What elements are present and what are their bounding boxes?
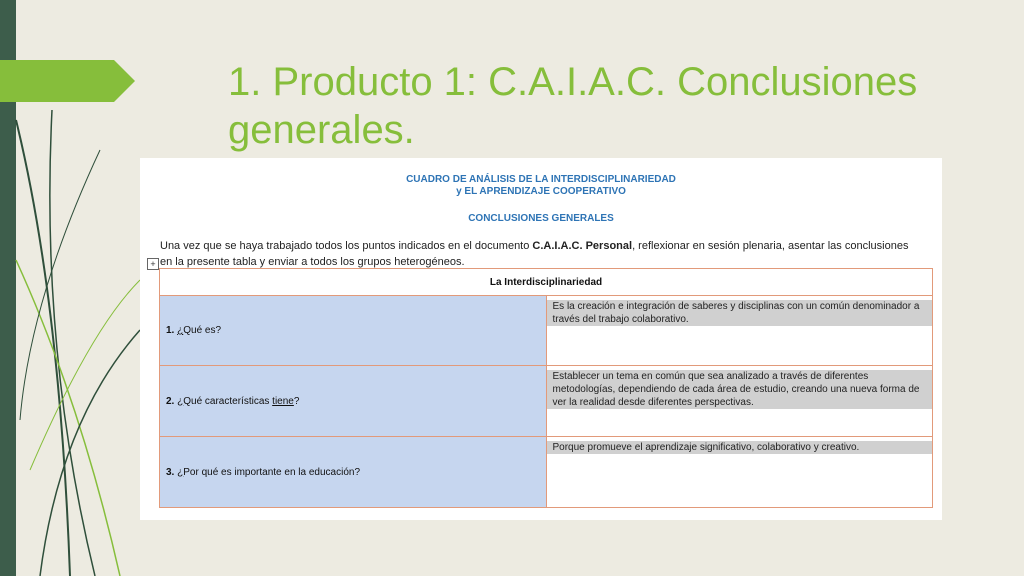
- doc-header-line1: CUADRO DE ANÁLISIS DE LA INTERDISCIPLINARIEDAD: [406, 174, 676, 185]
- question-cell: [160, 437, 547, 508]
- question-text: Qué características: [183, 395, 270, 407]
- question-text: Por qué es importante en la educación?: [183, 466, 361, 478]
- answer-cell[interactable]: [546, 296, 933, 366]
- answer-text: Porque promueve el aprendizaje significativo, colaborativo y creativo.: [547, 441, 933, 454]
- table-heading: La Interdisciplinariedad: [160, 269, 933, 296]
- question-cell: [160, 366, 547, 437]
- doc-subheader: CONCLUSIONES GENERALES: [468, 213, 614, 224]
- question-prefix: ¿: [177, 466, 184, 478]
- slide-title: 1. Producto 1: C.A.I.A.C. Conclusiones generales.: [228, 60, 918, 152]
- answer-text: Es la creación e integración de saberes y disciplinas con un común denominador a través del trabajo colaborativo.: [547, 300, 933, 326]
- question-prefix: ¿: [177, 395, 184, 407]
- question-number: 3.: [166, 466, 175, 478]
- conclusions-table: [159, 268, 933, 508]
- question-prefix: ¿: [177, 325, 184, 336]
- answer-cell[interactable]: [546, 366, 933, 437]
- question-text: Qué es?: [183, 325, 222, 336]
- question-number: 2.: [166, 395, 175, 407]
- table-row: [160, 366, 933, 437]
- intro-text-bold: C.A.I.A.C. Personal: [532, 240, 633, 252]
- question-cell: [160, 296, 547, 366]
- document-screenshot: [140, 158, 942, 520]
- intro-text-part1: Una vez que se haya trabajado todos los puntos indicados en el documento: [160, 240, 533, 252]
- doc-intro-text: [160, 238, 920, 270]
- intro-text-part2: , reflexionar en sesión plenaria, asentar las conclusiones en la presente tabla y enviar a todos los grupos heterogéneos.: [160, 240, 909, 268]
- table-header-row: [160, 269, 933, 296]
- question-text-end: ?: [293, 395, 300, 407]
- title-arrow-marker: [0, 60, 135, 102]
- doc-header-line2: y EL APRENDIZAJE COOPERATIVO: [456, 186, 626, 197]
- table-move-handle-icon[interactable]: +: [147, 258, 159, 270]
- answer-text: Establecer un tema en común que sea analizado a través de diferentes metodologías, dependiendo de cada área de estudio, creando una nueva forma de ver la realidad desde diferentes perspectivas.: [547, 370, 933, 409]
- question-text-underlined: tiene: [272, 395, 294, 407]
- answer-cell[interactable]: [546, 437, 933, 508]
- table-row: [160, 296, 933, 366]
- question-number: 1.: [166, 325, 175, 336]
- table-row: [160, 437, 933, 508]
